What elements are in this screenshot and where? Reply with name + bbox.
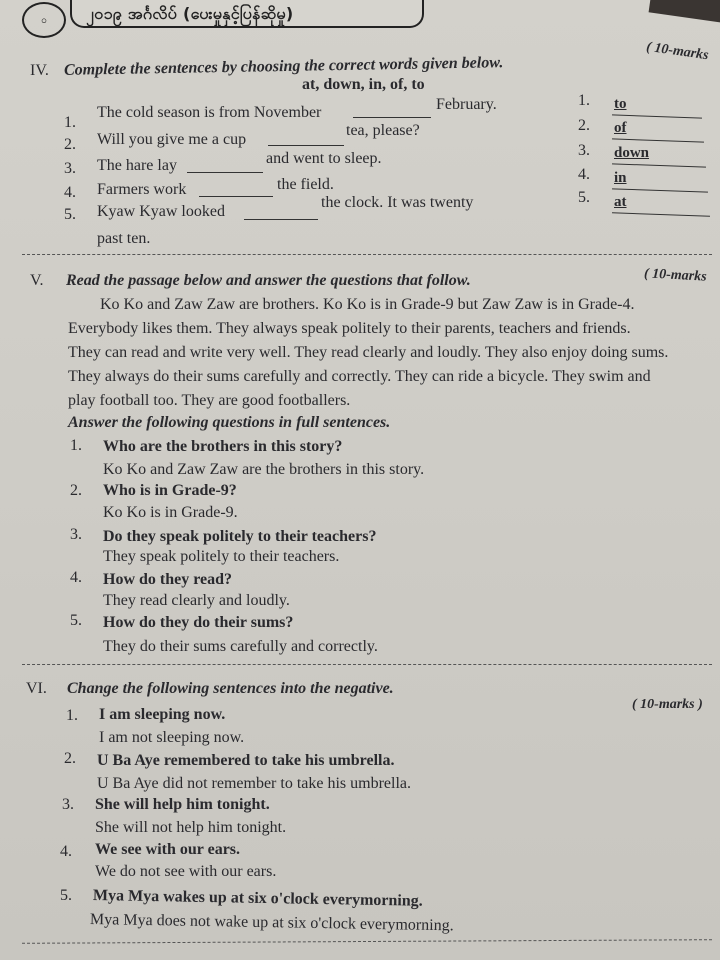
question-number: 2. — [64, 750, 76, 767]
answer-text: Ko Ko and Zaw Zaw are the brothers in this story. — [103, 461, 425, 478]
question-text: Who are the brothers in this story? — [103, 438, 343, 455]
passage-line: Everybody likes them. They always speak politely to their parents, teachers and friends. — [68, 320, 631, 337]
question-number: 2. — [70, 482, 82, 499]
answer-text: Ko Ko is in Grade-9. — [103, 504, 238, 521]
answer-number: 5. — [578, 189, 590, 206]
question-text: She will help him tonight. — [95, 796, 270, 813]
answer-text: Mya Mya does not wake up at six o'clock everymorning. — [89, 911, 454, 935]
section5-instruction: Read the passage below and answer the questions that follow. — [66, 272, 471, 289]
question-text: Mya Mya wakes up at six o'clock everymorning. — [92, 887, 423, 910]
passage-line: play football too. They are good footballers. — [68, 392, 351, 409]
answer-text: She will not help him tonight. — [95, 819, 287, 836]
answer-line — [612, 212, 710, 216]
answer-word: to — [614, 96, 627, 112]
answer-line — [612, 114, 702, 118]
answer-word: at — [614, 194, 627, 210]
item-number: 4. — [64, 184, 76, 201]
page-number-badge — [22, 2, 66, 38]
item-number: 2. — [64, 136, 76, 153]
answer-text: U Ba Aye did not remember to take his umbrella. — [97, 775, 412, 792]
question-text: I am sleeping now. — [99, 706, 226, 723]
answer-text: They do their sums carefully and correctly. — [103, 638, 378, 655]
section5-marks: ( 10-marks — [643, 266, 708, 285]
question-text: U Ba Aye remembered to take his umbrella. — [97, 752, 395, 769]
question-number: 4. — [60, 843, 72, 860]
answer-blank — [244, 219, 318, 220]
answer-text: They speak politely to their teachers. — [103, 548, 340, 565]
section5-answer-instruction: Answer the following questions in full sentences. — [68, 414, 391, 431]
answer-blank — [268, 145, 344, 146]
question-number: 3. — [70, 526, 82, 543]
page-number: ၀ — [41, 14, 47, 26]
question-number: 1. — [70, 437, 82, 454]
answer-number: 1. — [578, 92, 590, 109]
question-text: Who is in Grade-9? — [103, 482, 237, 499]
item-pre-text: Will you give me a cup — [97, 131, 247, 148]
item-pre-text: The cold season is from November — [97, 104, 322, 121]
item-post-text: February. — [436, 96, 497, 113]
section4-marks: ( 10-marks — [645, 39, 710, 64]
section4-instruction: Complete the sentences by choosing the correct words given below. — [63, 54, 504, 79]
passage-line: They always do their sums carefully and correctly. They can ride a bicycle. They swim and — [68, 368, 651, 385]
answer-word: of — [614, 120, 627, 136]
page-corner-decoration — [649, 0, 720, 23]
question-number: 4. — [70, 569, 82, 586]
question-number: 5. — [60, 887, 72, 904]
answer-line — [612, 163, 706, 167]
item-number: 3. — [64, 160, 76, 177]
item-post-text: and went to sleep. — [266, 150, 382, 167]
header-title: ၂၀၁၉ အင်္ဂလိပ် (ပေးမှုနှင့်ပြန်ဆိုမှု) — [86, 4, 294, 23]
answer-blank — [353, 117, 431, 118]
answer-number: 4. — [578, 166, 590, 183]
passage-line: Ko Ko and Zaw Zaw are brothers. Ko Ko is in Grade-9 but Zaw Zaw is in Grade-4. — [100, 296, 635, 313]
question-number: 1. — [66, 707, 78, 724]
answer-text: They read clearly and loudly. — [103, 592, 290, 609]
item-post-text: tea, please? — [346, 122, 420, 139]
section4-word-bank: at, down, in, of, to — [302, 76, 425, 93]
answer-word: down — [614, 145, 650, 161]
question-number: 5. — [70, 612, 82, 629]
item-number: 5. — [64, 206, 76, 223]
section6-number: VI. — [26, 680, 47, 697]
answer-word: in — [614, 170, 627, 186]
item-number: 1. — [64, 114, 76, 131]
item-post-text: the clock. It was twenty — [321, 194, 474, 211]
question-text: We see with our ears. — [95, 841, 241, 858]
answer-number: 2. — [578, 117, 590, 134]
section-divider — [22, 939, 712, 944]
section6-instruction: Change the following sentences into the negative. — [67, 680, 394, 697]
question-number: 3. — [62, 796, 74, 813]
answer-line — [612, 188, 708, 192]
section5-number: V. — [30, 272, 44, 289]
question-text: How do they read? — [103, 571, 233, 588]
question-text: Do they speak politely to their teachers? — [103, 528, 377, 545]
answer-text: We do not see with our ears. — [95, 863, 277, 880]
section-divider — [22, 664, 712, 665]
passage-line: They can read and write very well. They read clearly and loudly. They also enjoy doing sums. — [68, 344, 669, 361]
item-pre-text: The hare lay — [97, 157, 177, 174]
item-post-text: the field. — [277, 176, 334, 193]
question-text: How do they do their sums? — [103, 614, 294, 631]
answer-number: 3. — [578, 142, 590, 159]
item-continuation: past ten. — [97, 230, 151, 247]
answer-blank — [187, 172, 263, 173]
item-pre-text: Kyaw Kyaw looked — [97, 203, 225, 220]
section4-number: IV. — [30, 62, 49, 79]
answer-text: I am not sleeping now. — [99, 729, 245, 746]
item-pre-text: Farmers work — [97, 181, 187, 198]
answer-line — [612, 138, 704, 142]
section-divider — [22, 254, 712, 255]
section6-marks: ( 10-marks ) — [632, 697, 703, 712]
answer-blank — [199, 196, 273, 197]
